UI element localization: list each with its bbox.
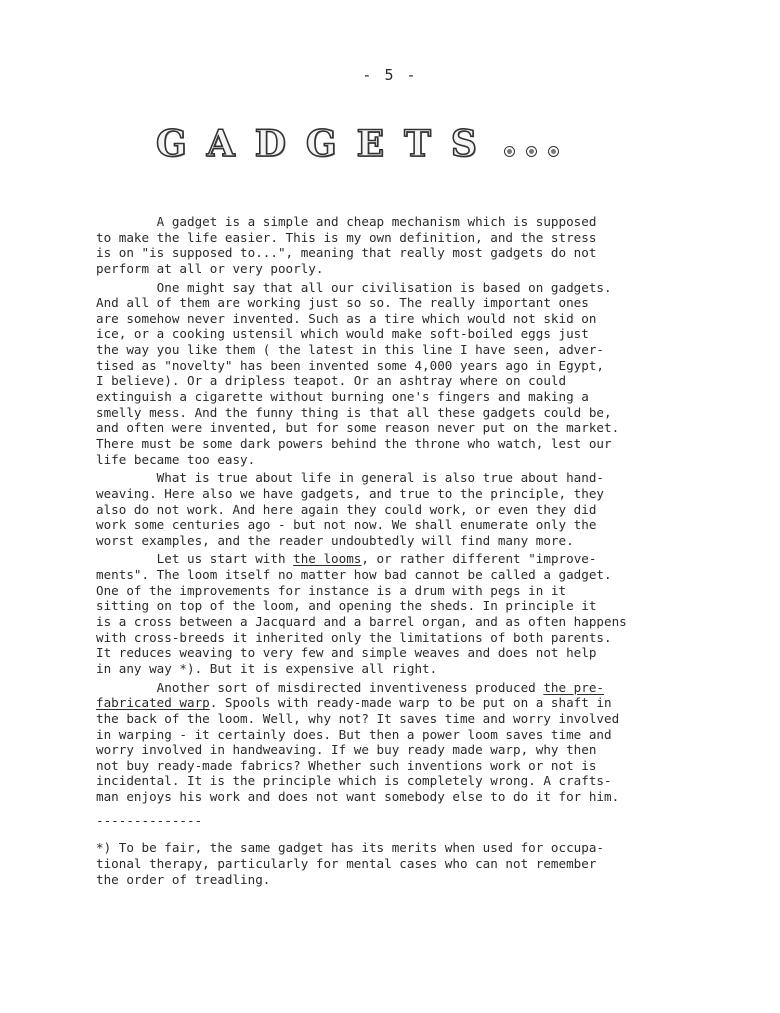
text-line: extinguish a cigarette without burning one's fingers and making a [96, 389, 589, 405]
title-letter-g: G [156, 123, 187, 165]
title-ellipsis-dot-icon [504, 146, 515, 157]
text-line: in any way *). But it is expensive all right. [96, 660, 438, 676]
text-span: . Spools with ready-made warp to be put on a shaft in [209, 695, 612, 711]
text-line: weaving. Here also we have gadgets, and true to the principle, they [96, 485, 604, 501]
title-letter-e: E [356, 123, 385, 165]
text-line: is on "is supposed to...", meaning that really most gadgets do not [96, 245, 597, 261]
text-line: *) To be fair, the same gadget has its merits when used for occupa- [96, 840, 604, 856]
text-span: Let us start with [96, 551, 294, 567]
article-body [96, 214, 686, 887]
page-number: - 5 - [362, 66, 418, 84]
text-line: tised as "novelty" has been invented some 4,000 years ago in Egypt, [96, 357, 604, 373]
text-span: Another sort of misdirected inventiveness produced [96, 679, 544, 695]
text-line: ice, or a cooking ustensil which would make soft-boiled eggs just [96, 326, 589, 342]
title-letter-g2: G [305, 123, 337, 165]
text-line: in warping - it certainly does. But then a power loom saves time and [96, 726, 612, 742]
text-line [96, 680, 686, 696]
text-line: perform at all or very poorly. [96, 260, 324, 276]
text-line: There must be some dark powers behind the throne who watch, lest our [96, 435, 612, 451]
paragraph-definition [96, 214, 686, 277]
text-line: the order of treadling. [96, 871, 271, 887]
text-line: It reduces weaving to very few and simple weaves and does not help [96, 645, 597, 661]
text-line: not buy ready-made fabrics? Whether such inventions work or not is [96, 757, 597, 773]
text-line: man enjoys his work and does not want somebody else to do it for him. [96, 789, 620, 805]
text-line: is a cross between a Jacquard and a barrel organ, and as often happens [96, 614, 627, 630]
title-ellipsis-dot-icon [548, 146, 559, 157]
title-ellipsis-dot-icon [526, 146, 537, 157]
text-line: One of the improvements for instance is a drum with pegs in it [96, 582, 567, 598]
underlined-phrase-warp: the pre- [543, 679, 605, 695]
text-line: work some centuries ago - but not now. We shall enumerate only the [96, 517, 597, 533]
title-letter-s: S [450, 123, 477, 165]
text-line: to make the life easier. This is my own definition, and the stress [96, 229, 597, 245]
paragraph-looms [96, 551, 686, 676]
text-line: What is true about life in general is also true about hand- [96, 470, 604, 486]
text-line: One might say that all our civilisation is based on gadgets. [96, 279, 612, 295]
text-line: tional therapy, particularly for mental cases who can not remember [96, 855, 597, 871]
footnote [96, 840, 686, 887]
text-line: life became too easy. [96, 451, 256, 467]
text-line: ments". The loom itself no matter how bad cannot be called a gadget. [96, 567, 612, 583]
page-title [156, 122, 563, 166]
text-line: worry involved in handweaving. If we buy ready made warp, why then [96, 742, 597, 758]
text-line: And all of them are working just so so. The really important ones [96, 295, 589, 311]
text-span: , or rather different "improve- [361, 551, 597, 567]
text-line: smelly mess. And the funny thing is that all these gadgets could be, [96, 404, 612, 420]
text-line: sitting on top of the loom, and opening the sheds. In principle it [96, 598, 597, 614]
underlined-phrase-warp: fabricated warp [96, 695, 210, 711]
text-line: the back of the loom. Well, why not? It saves time and worry involved [96, 710, 620, 726]
text-line: are somehow never invented. Such as a tire which would not skid on [96, 310, 597, 326]
text-line: incidental. It is the principle which is completely wrong. A crafts- [96, 773, 612, 789]
text-line: worst examples, and the reader undoubtedly will find many more. [96, 532, 574, 548]
text-line: also do not work. And here again they could work, or even they did [96, 501, 597, 517]
text-line [96, 695, 686, 711]
text-line: I believe). Or a dripless teapot. Or an ashtray where on could [96, 373, 567, 389]
text-line: and often were invented, but for some reason never put on the market. [96, 420, 620, 436]
paragraph-handweaving [96, 470, 686, 548]
text-line: with cross-breeds it inherited only the limitations of both parents. [96, 629, 612, 645]
text-line: the way you like them ( the latest in this line I have seen, adver- [96, 342, 604, 358]
footnote-separator: -------------- [96, 812, 203, 828]
title-letter-t: T [404, 123, 431, 165]
underlined-phrase-looms: the looms [293, 551, 362, 567]
paragraph-civilisation [96, 280, 686, 468]
title-letter-d: D [254, 123, 286, 165]
text-line [96, 551, 686, 567]
paragraph-warp [96, 680, 686, 805]
title-letter-a: A [206, 123, 235, 165]
text-line: A gadget is a simple and cheap mechanism which is supposed [96, 214, 597, 229]
